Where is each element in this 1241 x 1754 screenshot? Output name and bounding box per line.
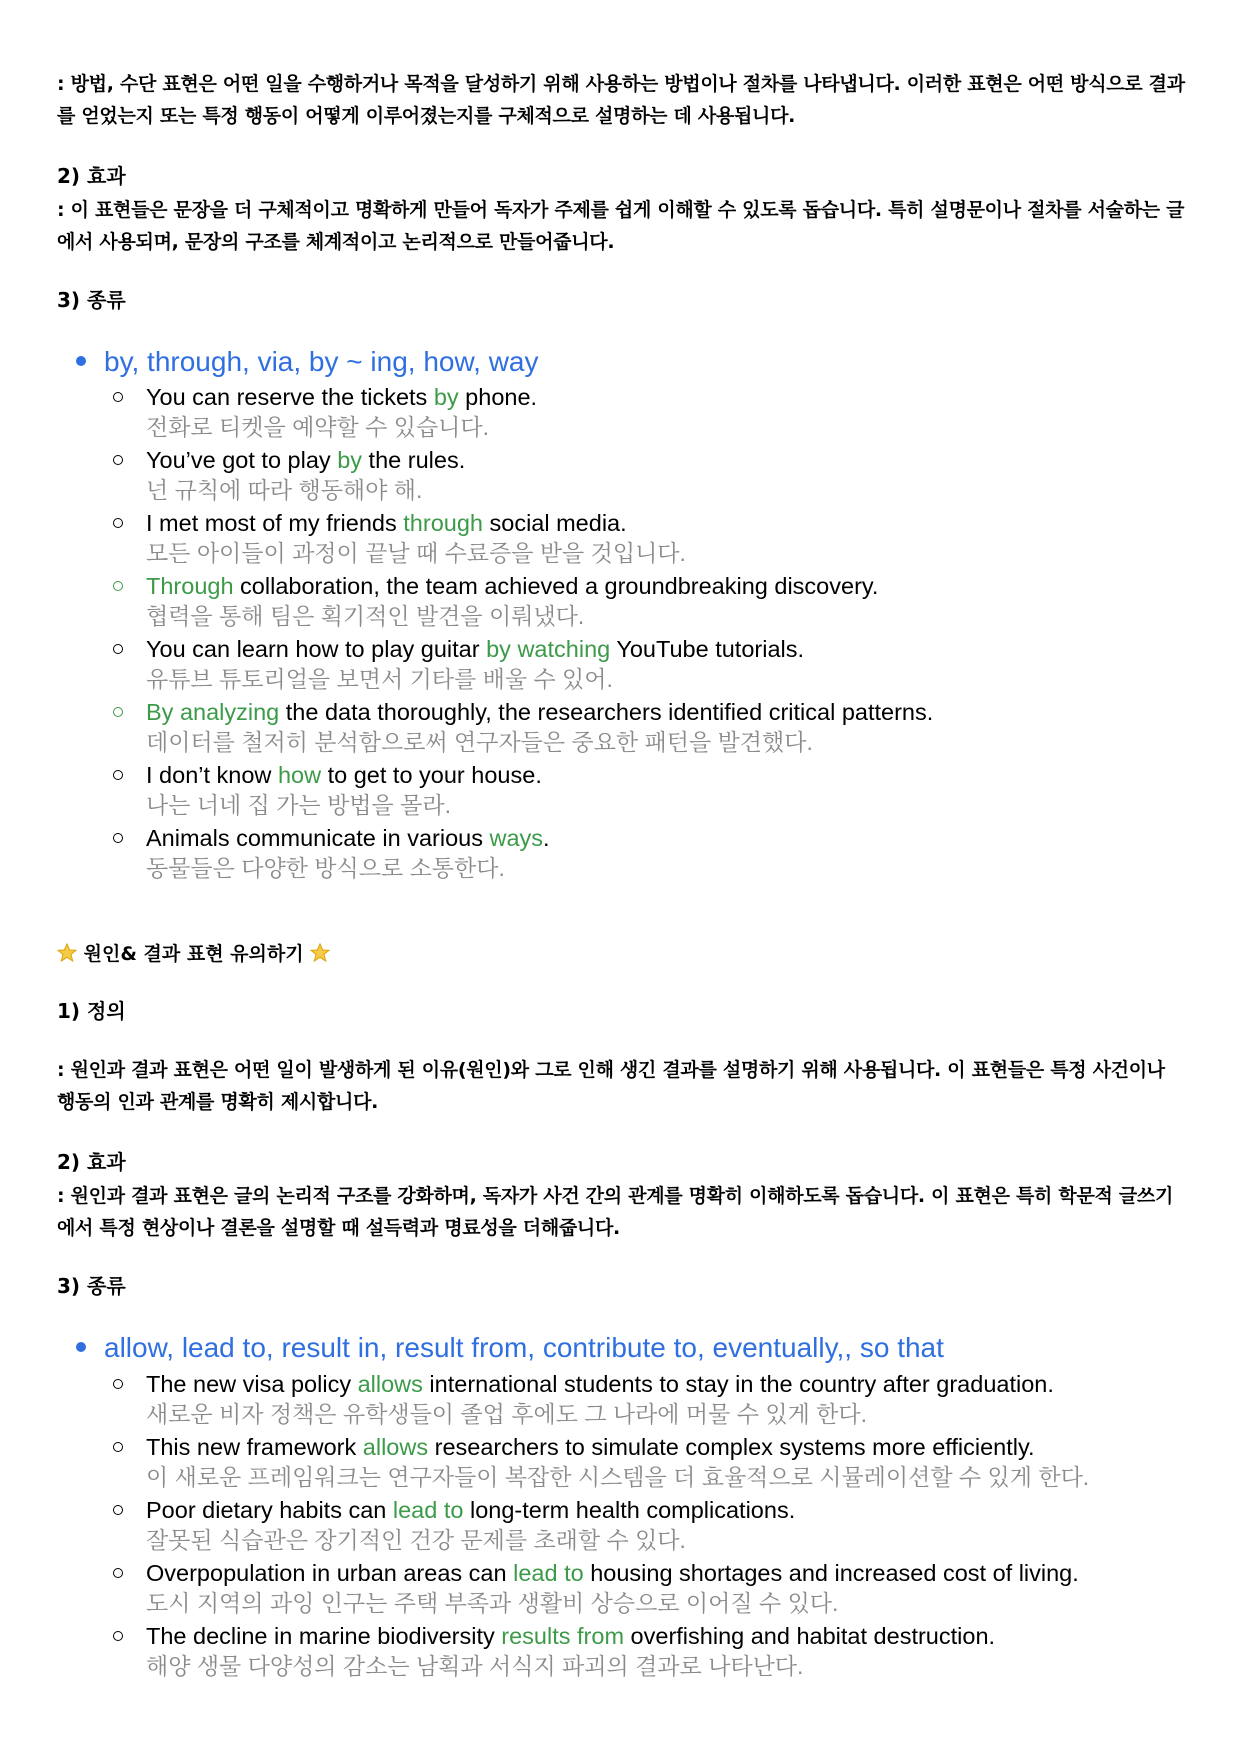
cause-expression-list [76,1330,944,1366]
example-translation: 새로운 비자 정책은 유학생들이 졸업 후에도 그 나라에 머물 수 있게 한다. [146,1401,868,1427]
types-heading: 3) 종류 [57,288,126,312]
star-icon [310,943,330,963]
bullet-circle [113,707,123,717]
bullet-circle [113,1505,123,1515]
bullet-circle [113,455,123,465]
effect-heading: 2) 효과 [57,1150,126,1174]
example-translation: 나는 너네 집 가는 방법을 몰라. [146,792,451,818]
types-heading: 3) 종류 [57,1274,126,1298]
example-sentence: The new visa policy allows international students to stay in the country after graduation. [146,1371,1054,1397]
example-translation: 유튜브 튜토리얼을 보면서 기타를 배울 수 있어. [146,666,613,692]
bullet-circle [113,1442,123,1452]
example-sentence: Through collaboration, the team achieved a groundbreaking discovery. [146,573,879,599]
bullet-dot [76,356,86,366]
example-translation: 동물들은 다양한 방식으로 소통한다. [146,855,505,881]
example-translation: 해양 생물 다양성의 감소는 남획과 서식지 파괴의 결과로 나타난다. [146,1653,804,1679]
example-translation: 넌 규칙에 따라 행동해야 해. [146,477,423,503]
example-sentence: I don’t know how to get to your house. [146,762,542,788]
method-expressions: by, through, via, by ~ ing, how, way [104,346,539,377]
example-sentence: Overpopulation in urban areas can lead to housing shortages and increased cost of living. [146,1560,1079,1586]
definition-heading: 1) 정의 [57,999,126,1023]
bullet-circle [113,1568,123,1578]
example-translation: 도시 지역의 과잉 인구는 주택 부족과 생활비 상승으로 이어질 수 있다. [146,1590,839,1616]
bullet-dot [76,1342,86,1352]
section-title: 원인& 결과 표현 유의하기 [57,940,330,968]
example-sentence: By analyzing the data thoroughly, the researchers identified critical patterns. [146,699,934,725]
example-sentence: You can reserve the tickets by phone. [146,384,538,410]
method-intro-text: : 방법, 수단 표현은 어떤 일을 수행하거나 목적을 달성하기 위해 사용하는 방법이나 절차를 나타냅니다. 이러한 표현은 어떤 방식으로 결과를 얻었는지 또는 특정 행동이 어떻게 이루어졌는지를 구체적으로 설명하는 데 사용됩니다. [57,73,1185,127]
bullet-circle [113,644,123,654]
example-translation: 이 새로운 프레임워크는 연구자들이 복잡한 시스템을 더 효율적으로 시뮬레이션할 수 있게 한다. [146,1464,1090,1490]
method-expression-list [76,344,539,380]
bullet-circle [113,518,123,528]
example-sentence: Animals communicate in various ways. [146,825,550,851]
example-translation: 협력을 통해 팀은 획기적인 발견을 이뤄냈다. [146,603,585,629]
method-effect-text: : 이 표현들은 문장을 더 구체적이고 명확하게 만들어 독자가 주제를 쉽게 이해할 수 있도록 돕습니다. 특히 설명문이나 절차를 서술하는 글에서 사용되며, 문장의 구조를 체계적이고 논리적으로 만들어줍니다. [57,199,1185,253]
example-sentence: Poor dietary habits can lead to long-term health complications. [146,1497,796,1523]
example-translation: 데이터를 철저히 분석함으로써 연구자들은 중요한 패턴을 발견했다. [146,729,813,755]
example-sentence: The decline in marine biodiversity results from overfishing and habitat destruction. [146,1623,996,1649]
effect-heading: 2) 효과 [57,164,126,188]
cause-effect-text: : 원인과 결과 표현은 글의 논리적 구조를 강화하며, 독자가 사건 간의 관계를 명확히 이해하도록 돕습니다. 이 표현은 특히 학문적 글쓰기에서 특정 현상이나 결론을 설명할 때 설득력과 명료성을 더해줍니다. [57,1185,1174,1239]
cause-expressions: allow, lead to, result in, result from, contribute to, eventually,, so that [104,1332,944,1363]
example-sentence: You can learn how to play guitar by watching YouTube tutorials. [146,636,805,662]
example-sentence: You’ve got to play by the rules. [146,447,466,473]
bullet-circle [113,833,123,843]
example-sentence: I met most of my friends through social media. [146,510,627,536]
star-icon [57,943,77,963]
example-translation: 전화로 티켓을 예약할 수 있습니다. [146,414,490,440]
bullet-circle [113,770,123,780]
bullet-circle [113,1631,123,1641]
cause-definition-text: : 원인과 결과 표현은 어떤 일이 발생하게 된 이유(원인)와 그로 인해 생긴 결과를 설명하기 위해 사용됩니다. 이 표현들은 특정 사건이나 행동의 인과 관계를 명확히 제시합니다. [57,1059,1165,1113]
bullet-circle [113,581,123,591]
bullet-circle [113,392,123,402]
example-sentence: This new framework allows researchers to simulate complex systems more efficiently. [146,1434,1035,1460]
example-translation: 모든 아이들이 과정이 끝날 때 수료증을 받을 것입니다. [146,540,686,566]
example-translation: 잘못된 식습관은 장기적인 건강 문제를 초래할 수 있다. [146,1527,686,1553]
bullet-circle [113,1379,123,1389]
